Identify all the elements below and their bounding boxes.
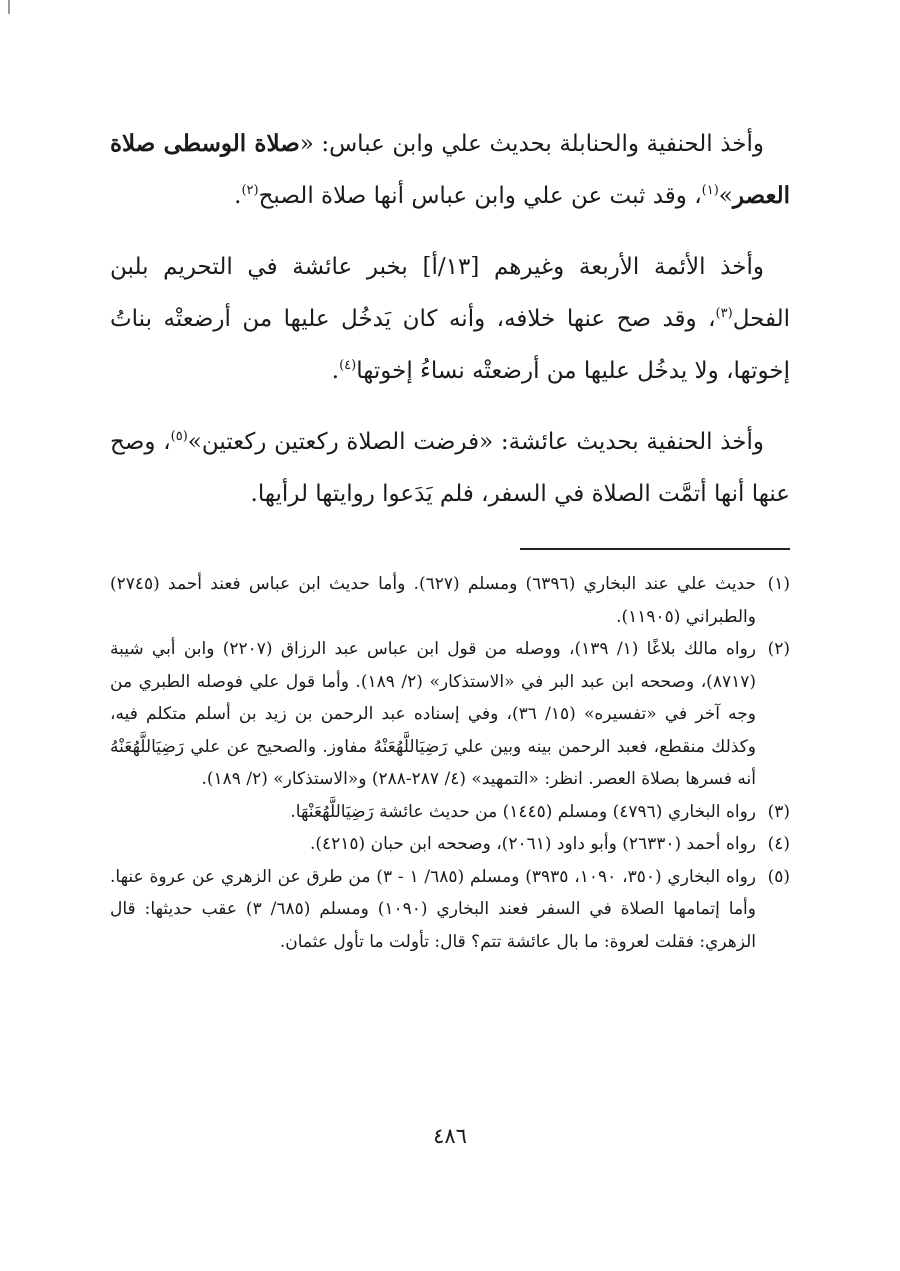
- footnote-ref-3: (٣): [715, 306, 733, 321]
- paragraph-1-text-c: ، وقد ثبت عن علي وابن عباس أنها صلاة الصبح: [258, 183, 702, 209]
- paragraph-1-text-d: .: [234, 183, 242, 209]
- paragraph-2-text-b: ، وقد صح عنها خلافه، وأنه كان يَدخُل عليها من أرضعتْه بناتُ إخوتها، ولا يدخُل عليها من أرضعتْه نساءُ إخوتها: [110, 306, 790, 384]
- main-text: [110, 118, 790, 520]
- paragraph-1-bold-quote: صلاة الوسطى صلاة العصر: [110, 130, 790, 209]
- footnote-ref-4: (٤): [339, 358, 357, 373]
- footnote-2: [110, 633, 790, 796]
- footnote-3: [110, 796, 790, 829]
- paragraph-3: [110, 416, 790, 520]
- paragraph-2: [110, 241, 790, 397]
- footnote-text: رواه البخاري (٤٧٩٦) ومسلم (١٤٤٥) من حديث عائشة رَضِيَاللَّهُعَنْهَا.: [290, 801, 756, 822]
- footnote-text: حديث علي عند البخاري (٦٣٩٦) ومسلم (٦٢٧). وأما حديث ابن عباس فعند أحمد (٢٧٤٥) والطبراني (١١٩٠٥).: [110, 574, 756, 627]
- paragraph-3-text-a: وأخذ الحنفية بحديث عائشة: «فرضت الصلاة ركعتين ركعتين»: [187, 429, 765, 455]
- paragraph-2-text-a: وأخذ الأئمة الأربعة وغيرهم [١٣/أ] بخبر عائشة في التحريم بلبن الفحل: [110, 254, 790, 332]
- paragraph-3-text-b: ، وصح عنها أنها أتمَّت الصلاة في السفر، فلم يَدَعوا روايتها لرأيها.: [110, 429, 790, 507]
- paragraph-1: [110, 118, 790, 222]
- paragraph-1-text-b: »: [718, 183, 733, 209]
- footnote-1: [110, 568, 790, 633]
- footnote-5: [110, 861, 790, 959]
- corner-mark: [8, 0, 10, 14]
- paragraph-2-text-c: .: [331, 358, 340, 384]
- footnote-text: رواه البخاري (٣٥٠، ١٠٩٠، ٣٩٣٥) ومسلم (٦٨٥/ ١ - ٣) من طرق عن الزهري عن عروة عنها. وأما إتمامها الصلاة في السفر فعند البخاري (١٠٩٠) ومسلم (٦٨٥/ ٣) عقب حديثها: قال الزهري: فقلت لعروة: ما بال عائشة تتم؟ قال: تأولت ما تأول عثمان.: [110, 866, 757, 952]
- footnote-ref-2: (٢): [241, 183, 259, 198]
- page-number: ٤٨٦: [433, 1124, 467, 1148]
- footnote-number: (٤): [767, 834, 790, 854]
- footnote-separator: [520, 548, 790, 550]
- footnote-number: (١): [767, 574, 790, 594]
- paragraph-1-text-a: وأخذ الحنفية والحنابلة بحديث علي وابن عباس: «: [299, 131, 764, 157]
- footnote-text: رواه مالك بلاغًا (١/ ١٣٩)، ووصله من قول ابن عباس عبد الرزاق (٢٢٠٧) وابن أبي شيبة (٨٧١٧)، وصححه ابن عبد البر في «الاستذكار» (٢/ ١٨٩). وأما قول علي فوصله الطبري من وجه آخر في «تفسيره» (١٥/ ٣٦)، وفي إسناده عبد الرحمن بن زيد بن أسلم متكلم فيه، وكذلك منقطع، فعبد الرحمن بينه وبين علي رَضِيَاللَّهُعَنْهُ مفاوز. والصحيح عن علي رَضِيَاللَّهُعَنْهُ أنه فسرها بصلاة العصر. انظر: «التمهيد» (٤/ ٢٨٧-٢٨٨) و«الاستذكار» (٢/ ١٨٩).: [110, 639, 757, 789]
- footnote-4: [110, 828, 790, 861]
- footnote-number: (٥): [767, 866, 790, 887]
- footnote-ref-5: (٥): [170, 429, 188, 444]
- footnote-number: (٣): [767, 801, 790, 822]
- footnote-number: (٢): [767, 639, 790, 659]
- footnote-ref-1: (١): [701, 183, 719, 198]
- footnote-text: رواه أحمد (٢٦٣٣٠) وأبو داود (٢٠٦١)، وصححه ابن حبان (٤٢١٥).: [309, 834, 756, 854]
- footnotes: [110, 568, 790, 958]
